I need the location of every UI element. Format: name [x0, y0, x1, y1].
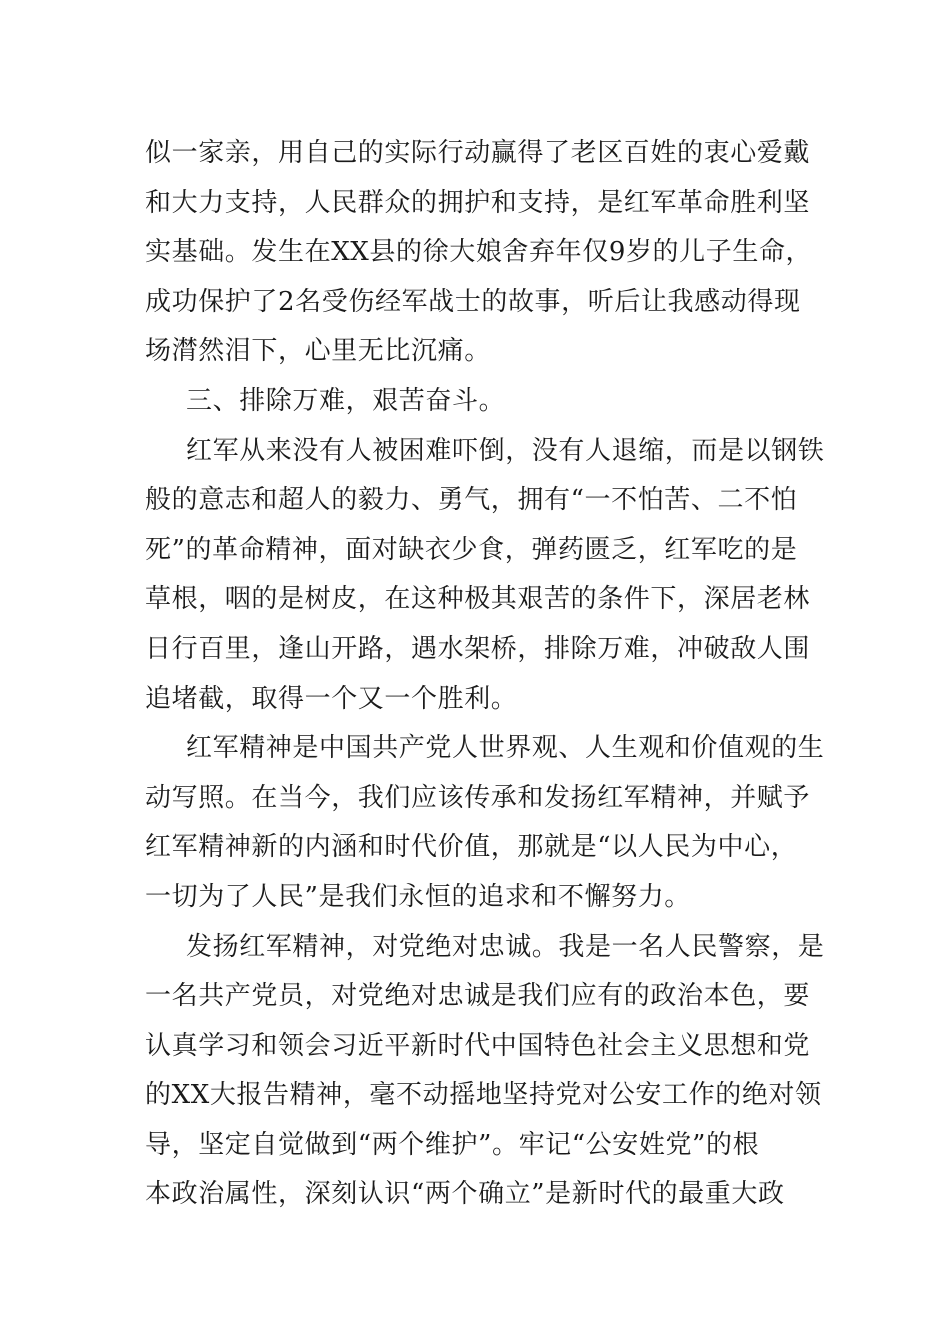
- text-line: 死”的革命精神，面对缺衣少食，弹药匮乏，红军吃的是: [145, 534, 798, 565]
- text-line: 一名共产党员，对党绝对忠诚是我们应有的政治本色，要: [145, 981, 811, 1012]
- text-line: 成功保护了2名受伤经军战士的故事，听后让我感动得现: [145, 286, 801, 317]
- text-line: 场潸然泪下，心里无比沉痛。: [145, 336, 491, 367]
- text-line: 红军精神新的内涵和时代价值，那就是“以人民为中心，: [145, 832, 798, 863]
- text-line: 追堵截，取得一个又一个胜利。: [145, 683, 518, 714]
- paragraph: [145, 923, 825, 1221]
- paragraph: [145, 427, 825, 725]
- paragraph: [145, 724, 825, 922]
- text-line: 日行百里，逢山开路，遇水架桥，排除万难，冲破敌人围: [145, 633, 811, 664]
- text-line: 动写照。在当今，我们应该传承和发扬红军精神，并赋予: [145, 782, 811, 813]
- text-line: 和大力支持，人民群众的拥护和支持，是红军革命胜利坚: [145, 187, 811, 218]
- text-line: 般的意志和超人的毅力、勇气，拥有“一不怕苦、二不怕: [145, 485, 798, 516]
- text-line: 草根，咽的是树皮，在这种极其艰苦的条件下，深居老林: [145, 584, 811, 615]
- text-line: 的XX大报告精神，毫不动摇地坚持党对公安工作的绝对领: [145, 1080, 822, 1111]
- paragraph: [145, 129, 813, 377]
- section-heading: [145, 377, 810, 427]
- text-line: 导，坚定自觉做到“两个维护”。牢记“公安姓党”的根: [145, 1129, 760, 1160]
- text-line: 发扬红军精神，对党绝对忠诚。我是一名人民警察，是: [186, 931, 825, 962]
- text-line: 一切为了人民”是我们永恒的追求和不懈努力。: [145, 881, 691, 912]
- text-line: 似一家亲，用自己的实际行动赢得了老区百姓的衷心爱戴: [145, 138, 811, 168]
- text-line: 实基础。发生在XX县的徐大娘舍弃年仅9岁的儿子生命，: [145, 237, 813, 268]
- document-body: [145, 129, 825, 1220]
- text-line: 红军精神是中国共产党人世界观、人生观和价值观的生: [186, 733, 825, 764]
- heading-line: 三、排除万难，艰苦奋斗。: [186, 385, 506, 416]
- text-line: 认真学习和领会习近平新时代中国特色社会主义思想和党: [145, 1030, 811, 1061]
- text-line: 本政治属性，深刻认识“两个确立”是新时代的最重大政: [145, 1179, 785, 1210]
- text-line: 红军从来没有人被困难吓倒，没有人退缩，而是以钢铁: [186, 435, 825, 466]
